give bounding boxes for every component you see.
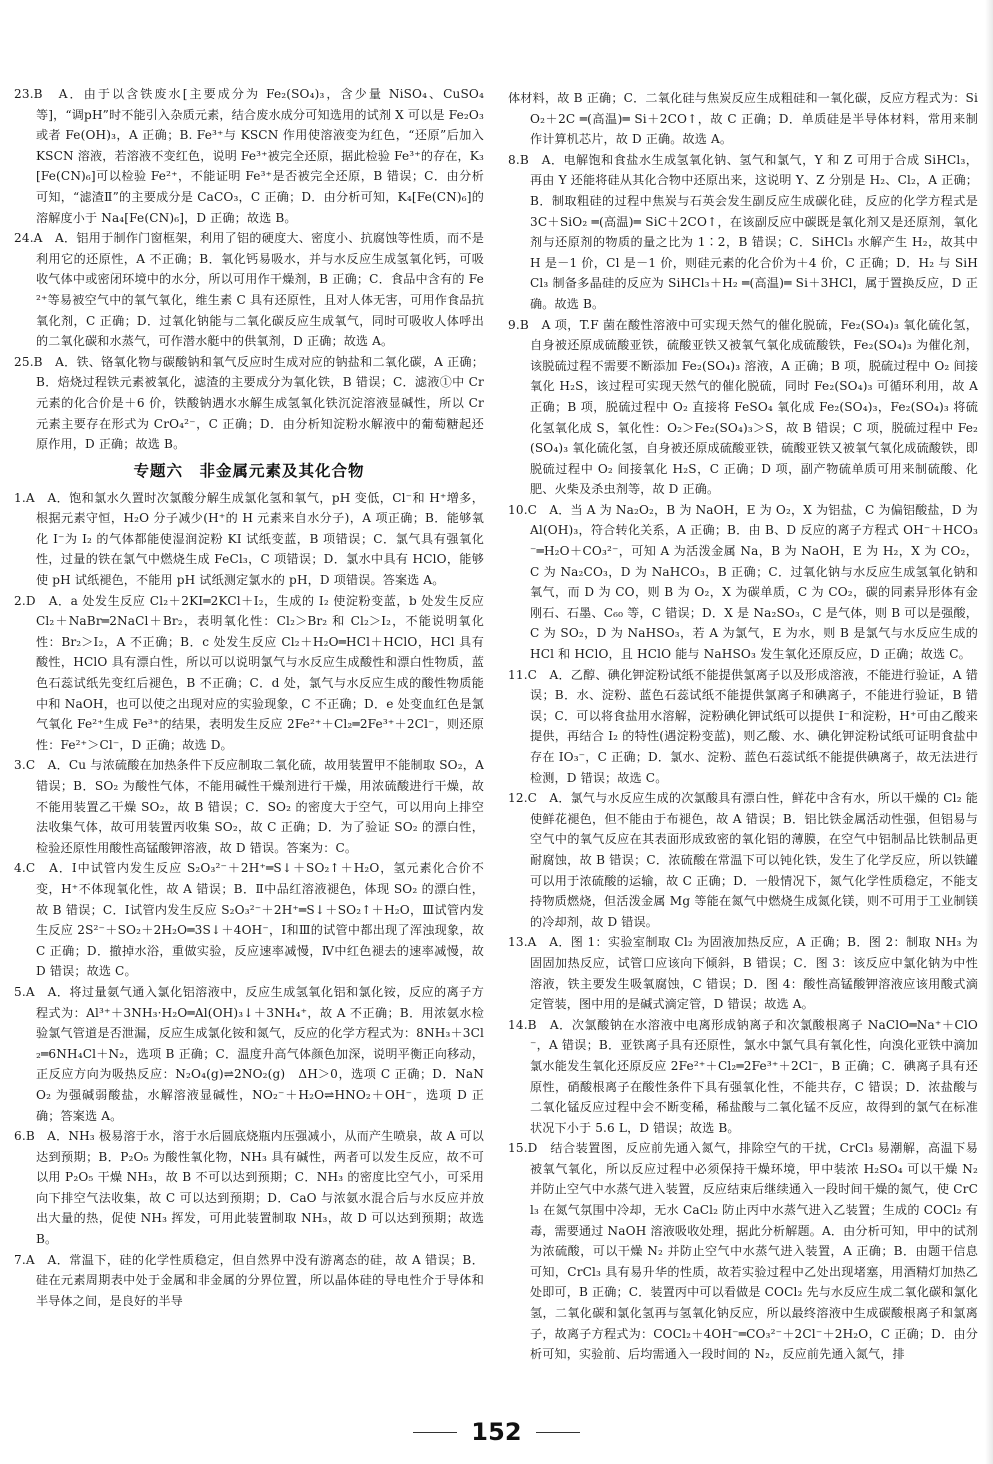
answer-item: 23.B A．由于以含铁废水[主要成分为 Fe₂(SO₄)₃，含少量 NiSO₄、CuSO₄ 等]，“调pH”时不能引入杂质元素，结合废水成分可知选用的试剂 X 可以是 Fe₂O₃ 或者 Fe(OH)₃，A 正确；B. Fe³⁺与 KSCN 作用使溶液变为红色，“还原”后加入 KSCN 溶液，若溶液不变红色，说明 Fe³⁺被完全还原，据此检验 Fe³⁺的存在，K₃[Fe(CN)₆]可以检验 Fe²⁺，不能证明 Fe³⁺是否被完全还原，B 错误；C．由分析可知，“滤渣Ⅱ”的主要成分是 CaCO₃，C 正确；D．由分析可知，K₄[Fe(CN)₆]的溶解度小于 Na₄[Fe(CN)₆]，D 正确；故选 B。 bbox=[14, 87, 484, 225]
answer-item: 15.D 结合装置图，反应前先通入氮气，排除空气的干扰，CrCl₃ 易潮解，高温下易被氧气氧化，所以反应过程中必须保持干燥环境，甲中装浓 H₂SO₄ 可以干燥 N₂ 并防止空气中水蒸气进入装置，反应结束后继续通入一段时间干燥的氮气，使 CrCl₃ 在氮气氛围中冷却，无水 CaCl₂ 防止丙中水蒸气进入乙装置；生成的 COCl₂ 有毒，需要通过 NaOH 溶液吸收处理，据此分析解题。A．由分析可知，甲中的试剂为浓硫酸，可以干燥 N₂ 并防止空气中水蒸气进入装置，A 正确；B．由题干信息可知，CrCl₃ 具有易升华的性质，故若实验过程中乙处出现堵塞，用酒精灯加热乙处即可，B 正确；C．装置丙中可以看做是 COCl₂ 先与水反应生成二氧化碳和氯化氢，二氧化碳和氯化氢再与氢氧化钠反应，所以最终溶液中生成碳酸根离子和氯离子，故离子方程式为：COCl₂＋4OH⁻═CO₃²⁻＋2Cl⁻＋2H₂O，C 正确；D．由分析可知，实验前、后均需通入一段时间的 N₂，反应前先通入氮气，排 bbox=[508, 1141, 978, 1362]
section-title: 专题六 非金属元素及其化合物 bbox=[133, 461, 365, 480]
answer-item: 24.A A．铝用于制作门窗框架，利用了铝的硬度大、密度小、抗腐蚀等性质，而不是利用它的还原性，A 不正确；B．氧化钙易吸水，并与水反应生成氢氧化钙，可吸收气体中或密闭环境中的水分，所以可用作干燥剂，B 正确；C．食品中含有的 Fe²⁺等易被空气中的氧气氧化，维生素 C 具有还原性，且对人体无害，可用作食品抗氧化剂，C 正确；D．过氧化钠能与二氧化碳反应生成氧气，同时可吸收人体呼出的二氧化碳和水蒸气，可作潜水艇中的供氧剂，D 正确；故选 A。 bbox=[14, 231, 484, 349]
page-footer bbox=[0, 1418, 993, 1447]
answer-item: 13.A A．图 1：实验室制取 Cl₂ 为固液加热反应，A 正确；B．图 2：制取 NH₃ 为固固加热反应，试管口应该向下倾斜，B 错误；C．图 3：该反应中氯化钠为中性溶液，铁主要发生吸氧腐蚀，C 错误；D．图 4：酸性高锰酸钾溶液应该用酸式滴定管装，图中用的是碱式滴定管，D 错误；故选 A。 bbox=[508, 935, 978, 1012]
page-edge-shadow bbox=[985, 0, 993, 1464]
answer-item: 7.A A．常温下，硅的化学性质稳定，但自然界中没有游离态的硅，故 A 错误；B．硅在元素周期表中处于金属和非金属的分界位置，所以晶体硅的导电性介于导体和半导体之间，是良好的半导 bbox=[14, 1252, 484, 1308]
answer-item: 9.B A 项，T.F 菌在酸性溶液中可实现天然气的催化脱硫，Fe₂(SO₄)₃ 氧化硫化氢，自身被还原成硫酸亚铁，硫酸亚铁又被氧气氧化成硫酸铁，Fe₂(SO₄)₃ 为催化剂，该脱硫过程不需要不断添加 Fe₂(SO₄)₃ 溶液，A 正确；B 项，脱硫过程中 O₂ 间接氧化 H₂S，该过程可实现天然气的催化脱硫，同时 Fe₂(SO₄)₃ 可循环利用，故 A 正确；B 项，脱硫过程中 O₂ 直接将 FeSO₄ 氧化成 Fe₂(SO₄)₃，Fe₂(SO₄)₃ 将硫化氢氧化成 S，氧化性：O₂＞Fe₂(SO₄)₃＞S，故 B 错误；C 项，脱硫过程中 Fe₂(SO₄)₃ 氧化硫化氢，自身被还原成硫酸亚铁，硫酸亚铁又被氧气氧化成硫酸铁，即脱硫过程中 O₂ 间接氧化 H₂S，C 正确；D 项，副产物硫单质可用来制硫酸、化肥、火柴及杀虫剂等，故 D 正确。 bbox=[508, 317, 978, 497]
left-top-items bbox=[14, 84, 484, 455]
answer-item: 3.C A．Cu 与浓硫酸在加热条件下反应制取二氧化硫，故用装置甲不能制取 SO₂，A 错误；B．SO₂ 为酸性气体，不能用碱性干燥剂进行干燥，用浓硫酸进行干燥，故不能用装置乙干燥 SO₂，故 B 错误；C．SO₂ 的密度大于空气，可以用向上排空法收集气体，故可用装置丙收集 SO₂，故 C 正确；D．为了验证 SO₂ 的漂白性，检验还原性用酸性高锰酸钾溶液，故 D 错误。答案为：C。 bbox=[14, 758, 484, 855]
answer-item: 体材料，故 B 正确；C．二氧化硅与焦炭反应生成粗硅和一氧化碳，反应方程式为：SiO₂＋2C ═(高温)═ Si＋2CO↑，故 C 正确；D．单质硅是半导体材料，常用来制作计算机芯片，故 D 正确。故选 A。 bbox=[508, 91, 978, 147]
answer-item: 25.B A．铁、铬氧化物与碳酸钠和氧气反应时生成对应的钠盐和二氧化碳，A 正确；B．焙烧过程铁元素被氧化，滤渣的主要成分为氧化铁，B 错误；C．滤液①中 Cr 元素的化合价是＋6 价，铁酸钠遇水水解生成氢氧化铁沉淀溶液显碱性，所以 Cr 元素主要存在形式为 CrO₄²⁻，C 正确；D．由分析知淀粉水解液中的葡萄糖起还原作用，D 正确；故选 B。 bbox=[14, 354, 484, 452]
answer-item: 1.A A．饱和氯水久置时次氯酸分解生成氯化氢和氧气，pH 变低，Cl⁻和 H⁺增多，根据元素守恒，H₂O 分子减少(H⁺的 H 元素来自水分子)，A 项正确；B．能够氧化 I⁻为 I₂ 的气体都能使湿润淀粉 KI 试纸变蓝，B 项错误；C．氯气具有强氧化性，过量的铁在氯气中燃烧生成 FeCl₃，C 项错误；D．氯水中具有 HClO，能够使 pH 试纸褪色，不能用 pH 试纸测定氯水的 pH，D 项错误。答案选 A。 bbox=[14, 490, 484, 588]
right-column bbox=[508, 88, 978, 1365]
left-column bbox=[14, 84, 484, 1311]
answer-item: 11.C A．乙醇、碘化钾淀粉试纸不能提供氯离子以及形成溶液，不能进行验证，A 错误；B．水、淀粉、蓝色石蕊试纸不能提供氯离子和碘离子，不能进行验证，B 错误；C．可以将食盐用水溶解，淀粉碘化钾试纸可以提供 I⁻和淀粉，H⁺可由乙酸来提供，再结合 I₂ 的特性(遇淀粉变蓝)，则乙酸、水、碘化钾淀粉试纸可证明食盐中存在 IO₃⁻，C 正确；D．氯水、淀粉、蓝色石蕊试纸不能提供碘离子，故无法进行检测，D 错误；故选 C。 bbox=[508, 667, 978, 785]
answer-item: 6.B A．NH₃ 极易溶于水，溶于水后圆底烧瓶内压强减小，从而产生喷泉，故 A 可以达到预期；B．P₂O₅ 为酸性氧化物，NH₃ 具有碱性，两者可以发生反应，故不可以用 P₂O₅ 干燥 NH₃，故 B 不可以达到预期；C．NH₃ 的密度比空气小，可采用向下排空气法收集，故 C 可以达到预期；D．CaO 与浓氨水混合后与水反应并放出大量的热，促使 NH₃ 挥发，可用此装置制取 NH₃，故 D 可以达到预期；故选 B。 bbox=[14, 1129, 484, 1247]
answer-item: 12.C A．氯气与水反应生成的次氯酸具有漂白性，鲜花中含有水，所以干燥的 Cl₂ 能使鲜花褪色，但不能由于布褪色，故 A 错误；B．铝比铁金属活动性强，但铝易与空气中的氧气反应在其表面形成致密的氧化铝的薄膜，在空气中铝制品比铁制品更耐腐蚀，故 B 错误；C．浓硫酸在常温下可以钝化铁，发生了化学反应，所以铁罐可以用于浓硫酸的运输，故 C 正确；D．一般情况下，氮气化学性质稳定，不能支持物质燃烧，但活泼金属 Mg 等能在氮气中燃烧生成氮化镁，则不可用于工业制镁的冷却剂，故 D 错误。 bbox=[508, 791, 978, 929]
right-items bbox=[508, 88, 978, 1365]
answer-item: 8.B A．电解饱和食盐水生成氢氧化钠、氢气和氯气，Y 和 Z 可用于合成 SiHCl₃，再由 Y 还能将硅从其化合物中还原出来，这说明 Y、Z 分别是 H₂、Cl₂，A 正确；B．制取粗硅的过程中焦炭与石英会发生副反应生成碳化硅，反应的化学方程式是 3C＋SiO₂ ═(高温)═ SiC＋2CO↑，在该副反应中碳既是氧化剂又是还原剂，氧化剂与还原剂的物质的量之比为 1∶2，B 错误；C．SiHCl₃ 水解产生 H₂，故其中 H 是－1 价，Cl 是－1 价，则硅元素的化合价为＋4 价，C 正确；D．H₂ 与 SiHCl₃ 制备多晶硅的反应为 SiHCl₃＋H₂ ═(高温)═ Si＋3HCl，属于置换反应，D 正确。故选 B。 bbox=[508, 152, 978, 311]
footer-left-rule bbox=[413, 1432, 457, 1433]
answer-item: 14.B A．次氯酸钠在水溶液中电离形成钠离子和次氯酸根离子 NaClO═Na⁺＋ClO⁻，A 错误；B．亚铁离子具有还原性，氯水中氯气具有氧化性，向溴化亚铁中滴加氯水能发生氧化还原反应 2Fe²⁺＋Cl₂═2Fe³⁺＋2Cl⁻，B 正确；C．碘离子具有还原性，硝酸根离子在酸性条件下具有强氧化性，不能共存，C 错误；D．浓盐酸与二氧化锰反应过程中会不断变稀，稀盐酸与二氧化锰不反应，故得到的氯气在标准状况下小于 5.6 L，D 错误；故选 B。 bbox=[508, 1017, 978, 1135]
page-number: 152 bbox=[471, 1418, 522, 1447]
footer-right-rule bbox=[536, 1432, 580, 1433]
answer-item: 2.D A．a 处发生反应 Cl₂＋2KI═2KCl＋I₂，生成的 I₂ 使淀粉变蓝，b 处发生反应 Cl₂＋NaBr═2NaCl＋Br₂，表明氧化性：Cl₂＞Br₂ 和 Cl₂＞I₂，不能说明氧化性：Br₂＞I₂，A 不正确；B．c 处发生反应 Cl₂＋H₂O═HCl＋HClO，HCl 具有酸性，HClO 具有漂白性，所以可以说明氯气与水反应生成酸性和漂白性物质，蓝色石蕊试纸先变红后褪色，B 不正确；C．d 处，氯气与水反应生成的酸性物质能中和 NaOH，也可以使之出现对应的实验现象，C 不正确；D．e 处变血红色是氯气氧化 Fe²⁺生成 Fe³⁺的结果，表明发生反应 2Fe²⁺＋Cl₂═2Fe³⁺＋2Cl⁻，则还原性：Fe²⁺＞Cl⁻，D 正确；故选 D。 bbox=[14, 593, 484, 752]
answer-item: 10.C A．当 A 为 Na₂O₂，B 为 NaOH，E 为 O₂，X 为铝盐，C 为偏铝酸盐，D 为 Al(OH)₃，符合转化关系，A 正确；B．由 B、D 反应的离子方程式 OH⁻＋HCO₃⁻═H₂O＋CO₃²⁻，可知 A 为活泼金属 Na，B 为 NaOH，E 为 H₂，X 为 CO₂，C 为 Na₂CO₃，D 为 NaHCO₃，B 正确；C．过氧化钠与水反应生成氢氧化钠和氧气，而 D 为 CO，则 B 为 O₂，X 为碳单质，C 为 CO₂，碳的同素异形体有金刚石、石墨、C₆₀ 等，C 错误；D．X 是 Na₂SO₃，C 是气体，则 B 可以是强酸，C 为 SO₂，D 为 NaHSO₃，若 A 为氯气，E 为水，则 B 是氯气与水反应生成的 HCl 和 HClO，且 HClO 能与 NaHSO₃ 发生氧化还原反应，D 正确；故选 C。 bbox=[508, 502, 978, 662]
left-bottom-items bbox=[14, 488, 484, 1312]
answer-item: 4.C A．Ⅰ中试管内发生反应 S₂O₃²⁻＋2H⁺═S↓＋SO₂↑＋H₂O，氢元素化合价不变，H⁺不体现氧化性，故 A 错误；B．Ⅱ中品红溶液褪色，体现 SO₂ 的漂白性，故 B 错误；C．Ⅰ试管内发生反应 S₂O₃²⁻＋2H⁺═S↓＋SO₂↑＋H₂O，Ⅲ试管内发生反应 2S²⁻＋SO₂＋2H₂O═3S↓＋4OH⁻，Ⅰ和Ⅲ的试管中都出现了浑浊现象，故 C 正确；D．撤掉水浴，重做实验，反应速率减慢，Ⅳ中红色褪去的速率减慢，故 D 错误；故选 C。 bbox=[14, 861, 484, 979]
answer-item: 5.A A．将过量氨气通入氯化铝溶液中，反应生成氢氧化铝和氯化铵，反应的离子方程式为：Al³⁺＋3NH₃·H₂O═Al(OH)₃↓＋3NH₄⁺，故 A 不正确；B．用浓氨水检验氯气管道是否泄漏，反应生成氯化铵和氮气，反应的化学方程式为：8NH₃＋3Cl₂═6NH₄Cl＋N₂，选项 B 正确；C．温度升高气体颜色加深，说明平衡正向移动，正反应方向为吸热反应：N₂O₄(g)⇌2NO₂(g) ΔH＞0，选项 C 正确；D．NaNO₂ 为强碱弱酸盐，水解溶液显碱性，NO₂⁻＋H₂O⇌HNO₂＋OH⁻，选项 D 正确；答案选 A。 bbox=[14, 984, 484, 1123]
